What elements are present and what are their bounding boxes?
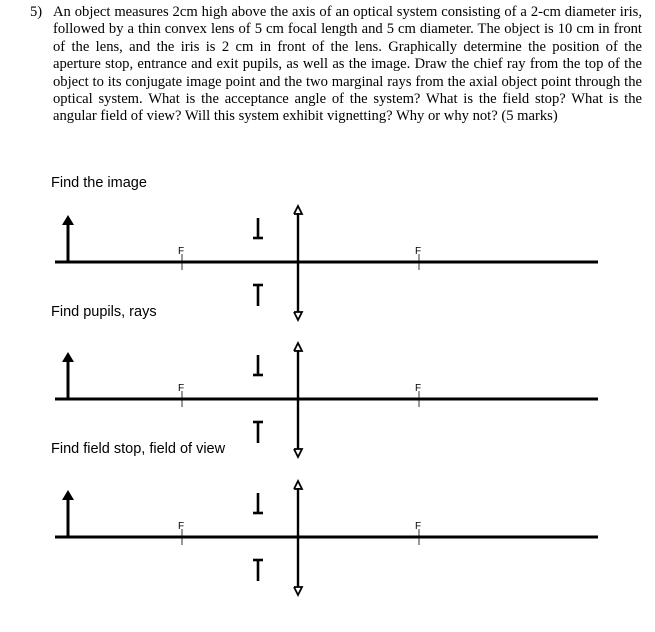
problem-statement [30,4,642,126]
focal-point-left [178,521,184,545]
focal-label-left: F [178,246,185,257]
object-arrow [62,215,74,262]
focal-label-right: F [415,246,422,257]
section-heading-image: Find the image [51,175,147,191]
section-heading-field-stop: Find field stop, field of view [51,441,226,457]
focal-point-left [178,246,184,270]
problem-text: An object measures 2cm high above the axis of an optical system consisting of a 2-cm diameter iris, followed by a thin convex lens of 5 cm focal length and 5 cm diameter. The object is 10 cm in front of the lens, and the iris is 2 cm in front of the lens. Graphically determine the position of the aperture stop, entrance and exit pupils, as well as the image. Draw the chief ray from the top of the object to its conjugate image point and the two marginal rays from the axial object point through the optical system. What is the acceptance angle of the system? What is the field stop? What is the angular field of view? Will this system exhibit vignetting? Why or why not? (5 marks) [53,4,642,125]
focal-label-left: F [178,383,185,394]
focal-point-right [415,246,421,270]
problem-number: 5) [30,4,43,20]
focal-label-left: F [178,521,185,532]
focal-point-left [178,383,184,407]
focal-point-right [415,383,421,407]
section-heading-pupils: Find pupils, rays [51,304,157,320]
focal-label-right: F [415,383,422,394]
optical-diagram-field-stop [0,470,655,610]
object-arrow [62,490,74,537]
object-arrow [62,352,74,399]
focal-point-right [415,521,421,545]
focal-label-right: F [415,521,422,532]
